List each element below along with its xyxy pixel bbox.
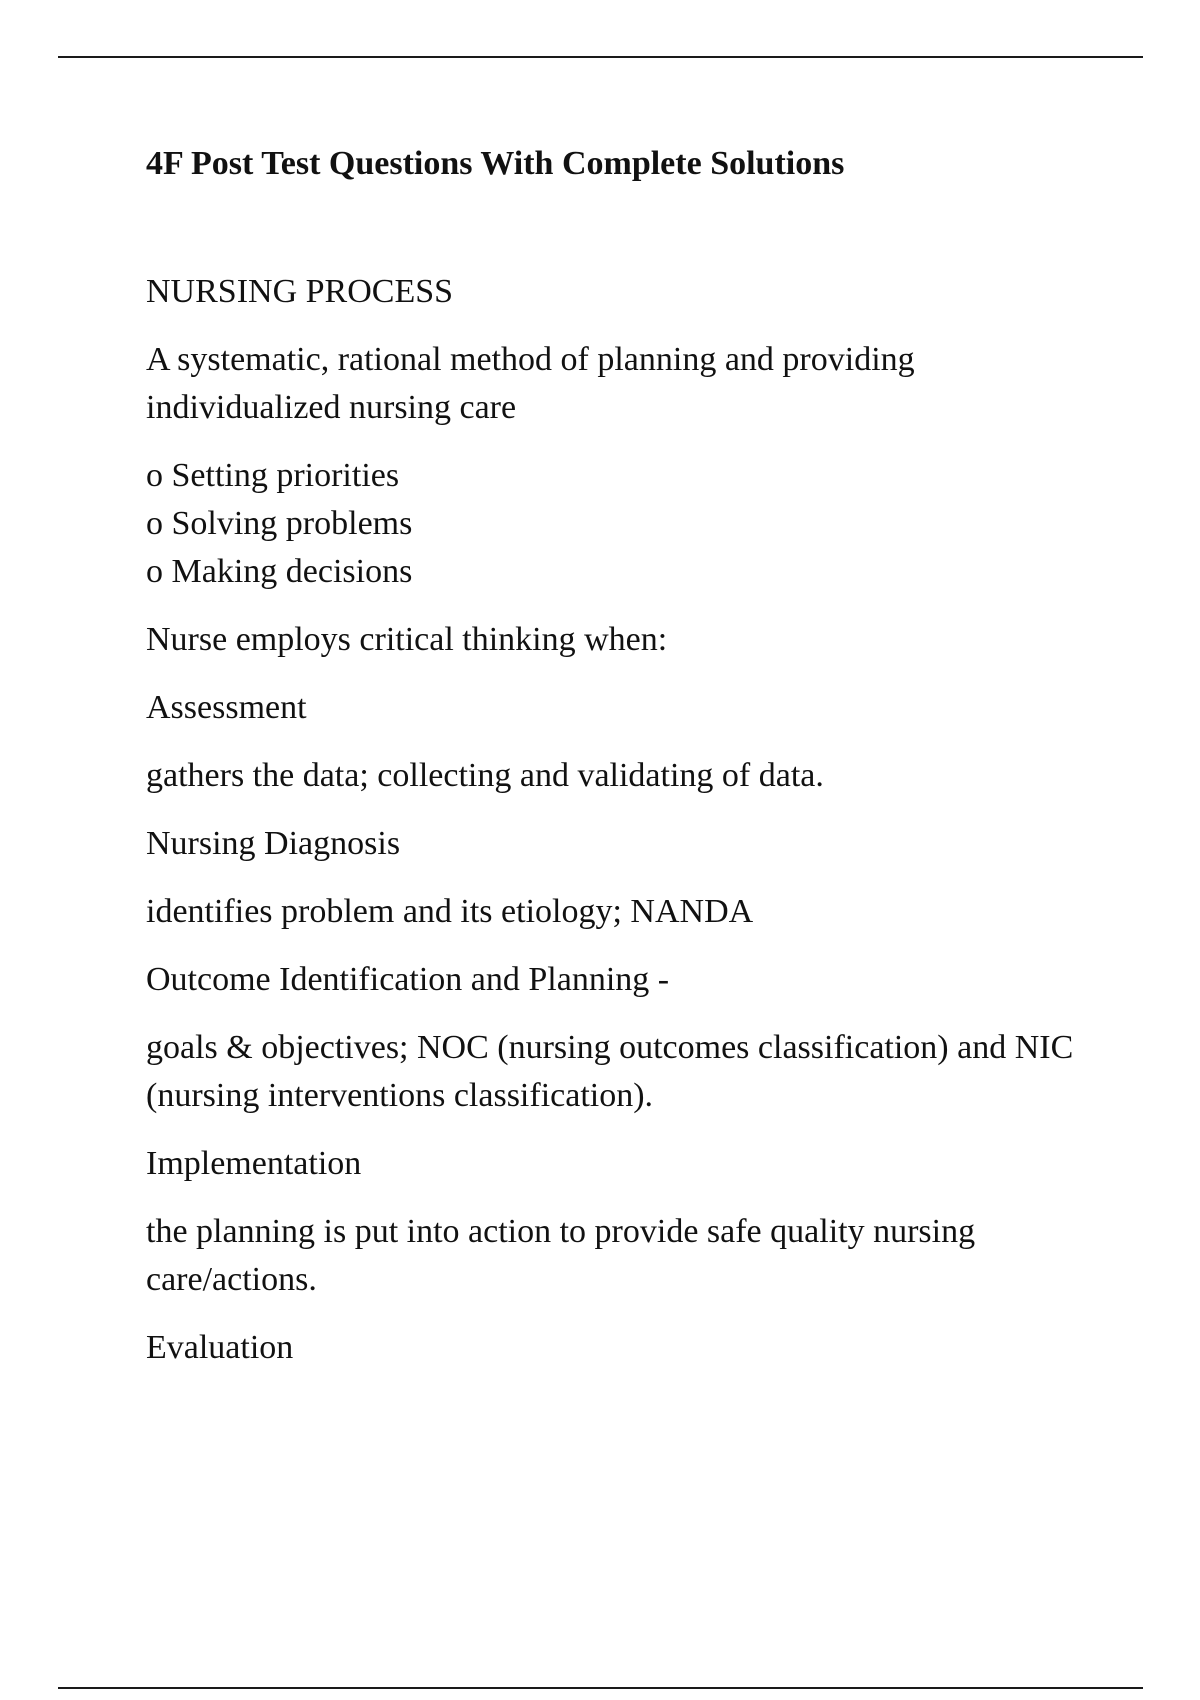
list-item: o Setting priorities <box>146 457 400 494</box>
definition-nursing-diagnosis: identifies problem and its etiology; NANDA <box>146 893 754 930</box>
top-rule <box>58 56 1143 58</box>
document-page <box>146 142 1106 1372</box>
term-evaluation: Evaluation <box>146 1329 294 1366</box>
intro-text: Nurse employs critical thinking when: <box>146 621 668 658</box>
term-nursing-diagnosis: Nursing Diagnosis <box>146 825 401 862</box>
document-title: 4F Post Test Questions With Complete Solutions <box>146 145 845 182</box>
term-implementation: Implementation <box>146 1145 362 1182</box>
section-heading: NURSING PROCESS <box>146 273 454 310</box>
definition-outcome-planning: goals & objectives; NOC (nursing outcomes classification) and NIC (nursing interventions classification). <box>146 1029 1074 1114</box>
definition-implementation: the planning is put into action to provide safe quality nursing care/actions. <box>146 1213 976 1298</box>
bottom-rule <box>58 1687 1143 1689</box>
list-item: o Solving problems <box>146 505 413 542</box>
term-assessment: Assessment <box>146 689 307 726</box>
term-outcome-planning: Outcome Identification and Planning - <box>146 961 670 998</box>
definition-text: A systematic, rational method of planning and providing individualized nursing care <box>146 341 915 426</box>
definition-assessment: gathers the data; collecting and validating of data. <box>146 757 824 794</box>
list-item: o Making decisions <box>146 553 413 590</box>
bullet-list <box>146 452 1106 596</box>
